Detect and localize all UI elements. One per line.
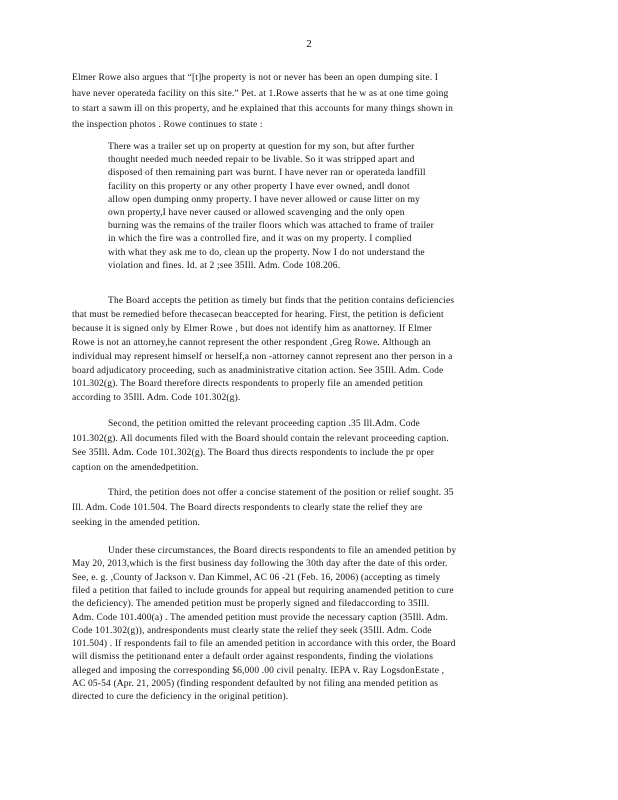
paragraph-line: See, e. g. ,County of Jackson v. Dan Kimmel, AC 06 -21 (Feb. 16, 2006) (accepting as timely (72, 572, 441, 583)
paragraph-line: seeking in the amended petition. (72, 517, 201, 528)
quote-line: There was a trailer set up on property at question for my son, but after further (108, 142, 415, 152)
paragraph-line: 101.504) . If respondents fail to file an amended petition in accordance with this order, the Board (72, 639, 456, 650)
paragraph-line: because it is signed only by Elmer Rowe , but does not identify him as anattorney. If Elmer (72, 323, 432, 334)
paragraph-line: to start a sawm ill on this property, and he explained that this accounts for many things shown in (72, 104, 454, 114)
paragraph-line: Elmer Rowe also argues that “[t]he property is not or never has been an open dumping site. I (72, 73, 439, 83)
paragraph-line: board adjudicatory proceeding, such as anadministrative citation action. See 35Ill. Adm. Code (72, 365, 444, 376)
quote-line: allow open dumping onmy property. I have never allowed or cause litter on my (108, 194, 421, 205)
paragraph-line: Second, the petition omitted the relevant proceeding caption .35 Ill.Adm. Code (108, 419, 420, 429)
quote-line: violation and fines. Id. at 2 ;see 35Ill. Adm. Code 108.206. (108, 260, 341, 271)
paragraph-line: Ill. Adm. Code 101.504. The Board directs respondents to clearly state the relief they are (72, 502, 423, 513)
quote-line: burning was the remains of the trailer floors which was attached to frame of trailer (108, 221, 434, 232)
paragraph-line: individual may represent himself or herself,a non -attorney cannot represent ano ther person in a (72, 351, 453, 362)
quote-line: thought needed much needed repair to be livable. So it was stripped apart and (108, 155, 415, 166)
paragraph-line: have never operateda facility on this site.” Pet. at 1.Rowe asserts that he w as at one time going (72, 88, 449, 99)
paragraph-line: filed a petition that failed to include grounds for appeal but requiring anamended petition to cure (72, 585, 454, 596)
paragraph-line: See 35Ill. Adm. Code 101.302(g). The Board thus directs respondents to include the pr oper (72, 448, 435, 458)
quote-line: own property,I have never caused or allowed scavenging and the only open (108, 208, 405, 218)
quote-line: disposed of then remaining part was burnt. I have never ran or operateda landfill (108, 168, 426, 179)
paragraph-line: that must be remedied before thecasecan beaccepted for hearing. First, the petition is deficient (72, 309, 444, 320)
paragraph-line: 101.302(g). The Board therefore directs respondents to properly file an amended petition (72, 379, 423, 390)
paragraph-line: the inspection photos . Rowe continues to state : (72, 119, 263, 130)
quote-line: facility on this property or any other property I have ever owned, andI donot (108, 181, 410, 192)
quote-line: with what they ask me to do, clean up the property. Now I do not understand the (108, 247, 425, 258)
paragraph-line: Rowe is not an attorney,he cannot represent the other respondent ,Greg Rowe. Although an (72, 337, 431, 348)
paragraph-line: AC 05-54 (Apr. 21, 2005) (finding respondent defaulted by not filing ana mended petition as (72, 679, 439, 689)
paragraph-line: The Board accepts the petition as timely but finds that the petition contains deficiencies (108, 296, 455, 306)
page-number: 2 (306, 38, 312, 50)
paragraph-line: alleged and imposing the corresponding $6,000 .00 civil penalty. IEPA v. Ray LogsdonEstate , (72, 665, 445, 676)
paragraph-line: will dismiss the petitionand enter a default order against respondents, finding the violations (72, 652, 434, 663)
paragraph-line: Adm. Code 101.400(a) . The amended petition must provide the necessary caption (35Ill. Adm. (72, 612, 448, 623)
paragraph-line: 101.302(g). All documents filed with the Board should contain the relevant proceeding caption. (72, 433, 449, 444)
quote-line: in which the fire was a controlled fire, and it was on my property. I complied (108, 234, 412, 245)
paragraph-line: Third, the petition does not offer a concise statement of the position or relief sought. 35 (108, 488, 454, 498)
paragraph-line: directed to cure the deficiency in the original petition). (72, 692, 289, 703)
paragraph-line: May 20, 2013,which is the first business day following the 30th day after the date of this order. (72, 559, 448, 570)
paragraph-line: according to 35Ill. Adm. Code 101.302(g). (72, 393, 241, 404)
paragraph-line: the deficiency). The amended petition must be properly signed and filedaccording to 35Ill. (72, 599, 430, 610)
paragraph-line: Under these circumstances, the Board directs respondents to file an amended petition by (108, 546, 457, 556)
paragraph-line: caption on the amendedpetition. (72, 462, 199, 473)
paragraph-line: Code 101.302(g)), andrespondents must clearly state the relief they seek (35Ill. Adm. Code (72, 625, 432, 636)
